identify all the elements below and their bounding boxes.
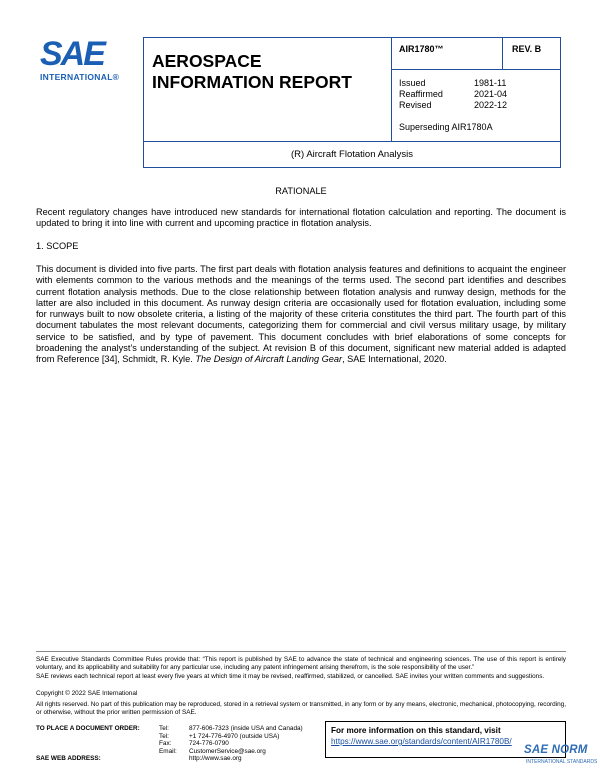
revised-label: Revised — [399, 100, 432, 110]
web-address[interactable]: http://www.sae.org — [189, 755, 242, 763]
document-type-line2: INFORMATION REPORT — [152, 72, 352, 92]
watermark-logo: SAE NORM — [524, 744, 588, 756]
tel-secondary: +1 724-776-4970 (outside USA) — [189, 732, 280, 740]
revised-value: 2022-12 — [474, 100, 508, 110]
tel-label-2: Tel: — [159, 732, 169, 740]
document-title: (R) Aircraft Flotation Analysis — [291, 149, 413, 160]
watermark-subtitle: INTERNATIONAL STANDARDS — [526, 759, 598, 765]
sae-logo-subtitle: INTERNATIONAL® — [40, 72, 120, 82]
scope-text-book-title: The Design of Aircraft Landing Gear — [195, 354, 343, 365]
revision-label: REV. B — [512, 44, 542, 54]
document-type-line1: AEROSPACE — [152, 51, 262, 71]
issued-label: Issued — [399, 78, 426, 88]
email-label: Email: — [159, 747, 177, 755]
scope-text-part2: , SAE International, 2020. — [342, 354, 447, 365]
email-address[interactable]: CustomerService@sae.org — [189, 747, 266, 755]
scope-text — [36, 264, 566, 366]
scope-text-part1: This document is divided into five parts. The first part deals with flotation analysis features and definitions to acquaint the engineer with elements common to the various methods and the meanings of the terms used. The second part identifies and describes current flotation analysis methods. Due to the close relationship between flotation analysis and runway design, methods for the latter are also included in this document. As runway design criteria are occasionally used for flotation evaluation, including some for runways built to now obsolete criteria, a listing of the majority of these criteria constitutes the third part. The fourth part of this document tabulates the most relevant documents, categorizing them for commercial and civil versus military usage, by military service to be satisfied, and by type of pavement. This document concludes with brief elaborations of some concepts for broadening the analyst’s understanding of the subject. At revision B of this document, significant new material added is adapted from Reference [34], Schmidt, R. Kyle. — [36, 264, 566, 365]
document-number: AIR1780™ — [399, 44, 444, 54]
more-info-text: For more information on this standard, visit — [331, 726, 501, 735]
tel-label: Tel: — [159, 725, 169, 732]
order-label: TO PLACE A DOCUMENT ORDER: — [36, 725, 140, 732]
footer-rules: SAE Executive Standards Committee Rules provide that: “This report is published by SAE to advance the state of technical and engineering sciences. The use of this report is entirely voluntary, and its applicability and suitability for any particular use, including any patent infringement arising therefrom, is the sole responsibility of the user.” — [36, 656, 566, 671]
reaffirmed-value: 2021-04 — [474, 89, 508, 99]
tel-primary: 877-606-7323 (inside USA and Canada) — [189, 725, 303, 732]
footer-copyright: Copyright © 2022 SAE International — [36, 690, 138, 697]
footer-review: SAE reviews each technical report at least every five years at which time it may be revised, reaffirmed, stabilized, or cancelled. SAE invites your written comments and suggestions. — [36, 673, 545, 680]
standard-link[interactable]: https://www.sae.org/standards/content/AIR1780B/ — [331, 737, 512, 746]
fax-number: 724-776-0790 — [189, 740, 229, 748]
sae-logo: SAE — [40, 35, 104, 73]
footer-divider — [36, 651, 566, 652]
order-contact-block — [36, 725, 303, 763]
superseding-note: Superseding AIR1780A — [399, 122, 493, 132]
fax-label: Fax: — [159, 740, 172, 748]
footer-rights: All rights reserved. No part of this publication may be reproduced, stored in a retrieval system or transmitted, in any form or by any means, electronic, mechanical, photocopying, recording, or otherwise, without the prior written permission of SAE. — [36, 701, 566, 716]
web-label: SAE WEB ADDRESS: — [36, 755, 101, 763]
issued-value: 1981-11 — [474, 78, 507, 88]
document-dates — [399, 78, 507, 111]
document-type — [152, 51, 382, 93]
scope-heading: 1. SCOPE — [36, 241, 79, 251]
reaffirmed-label: Reaffirmed — [399, 89, 443, 99]
rationale-text: Recent regulatory changes have introduced new standards for international flotation calculation and reporting. The document is updated to bring it into line with current and upcoming practice in flotation analysis. — [36, 207, 566, 229]
rationale-heading: RATIONALE — [275, 186, 327, 196]
